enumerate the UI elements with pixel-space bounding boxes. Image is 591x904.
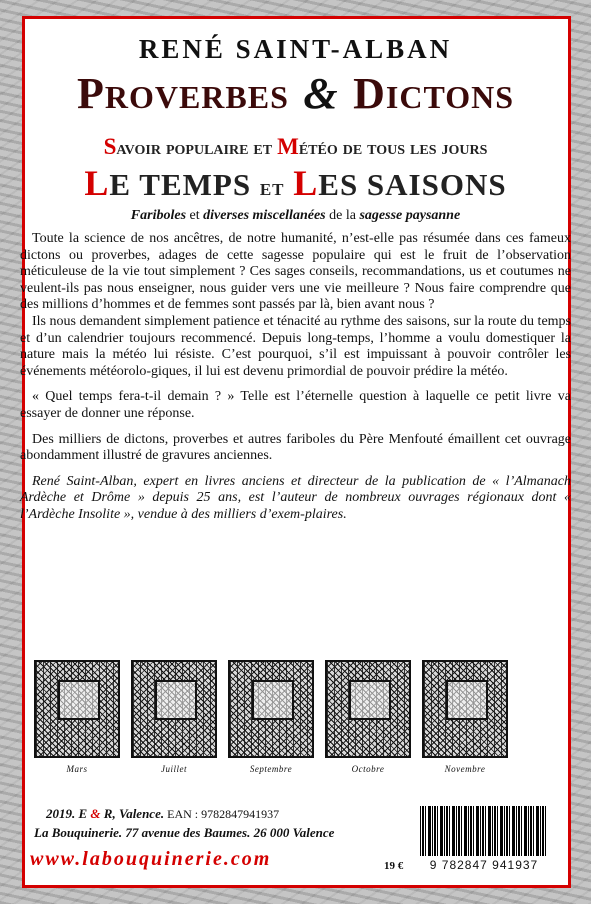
engraving-gallery [34, 660, 557, 782]
ean-code: EAN : 9782847941937 [164, 807, 280, 821]
engraving-image [422, 660, 508, 758]
engraving-card [325, 660, 411, 782]
book-subtitle: Savoir populaire et Météo de tous les jours [103, 134, 488, 159]
engraving-image [325, 660, 411, 758]
barcode-bars [420, 806, 548, 856]
engraving-caption: Septembre [249, 764, 293, 774]
barcode-digits: 9 782847 941937 [429, 858, 539, 872]
publisher-url[interactable]: www.labouquinerie.com [30, 848, 272, 870]
tagline: Fariboles et diverses miscellanées de la sagesse paysanne [130, 208, 461, 223]
author-name: RENÉ SAINT-ALBAN [138, 34, 453, 64]
paragraph: Des milliers de dictons, proverbes et autres fariboles du Père Menfouté émaillent cet ouvrage abondamment illustré de gravures anciennes. [20, 431, 571, 464]
isbn-barcode [414, 804, 554, 874]
publisher-address: La Bouquinerie. 77 avenue des Baumes. 26 000 Valence [34, 825, 335, 840]
author-bio: René Saint-Alban, expert en livres anciens et directeur de la publication de « l’Almanach Ardèche et Drôme » depuis 25 ans, est l’auteur de nombreux ouvrages régionaux dont « l’Ardèche Insolite », vendue à des milliers d’exem-plaires. [20, 473, 571, 522]
price-label: 19 € [384, 860, 404, 872]
engraving-card [228, 660, 314, 782]
paragraph: « Quel temps fera-t-il demain ? » Telle est l’éternelle question à laquelle ce petit livre va essayer de donner une réponse. [20, 389, 571, 421]
paragraph: Toute la science de nos ancêtres, de notre humanité, n’est-elle pas résumée dans ces fameux dictons ou proverbes, adages de cette sagesse populaire qui est le fruit de l’observation méticuleuse de la vie tout simplement ? Ces sages conseils, recommandations, us et coutumes ne veulent-ils pas nous enseigner, nous guider vers une vie meilleure ? Nous faire comprendre que des millions d’hommes et de femmes sont passés par là, bien avant nous ? [20, 231, 571, 313]
engraving-image [228, 660, 314, 758]
book-title: PROVERBES & DICTONS [76, 69, 515, 118]
blurb-text [20, 231, 571, 524]
engraving-image [131, 660, 217, 758]
engraving-image [34, 660, 120, 758]
ampersand: & [303, 69, 339, 118]
engraving-caption: Mars [66, 764, 88, 774]
engraving-card [34, 660, 120, 782]
engraving-caption: Octobre [351, 764, 385, 774]
book-headline: LE TEMPS et LES SAISONS [84, 163, 507, 203]
engraving-caption: Juillet [161, 764, 187, 774]
engraving-caption: Novembre [444, 764, 486, 774]
engraving-card [131, 660, 217, 782]
paragraph: Ils nous demandent simplement patience et ténacité au rythme des saisons, sur la route du temps et d’un calendrier toujours recommencé. Depuis long-temps, l’homme a voulu domestiquer la nature mais la météo lui résiste. C’est pourquoi, s’il est impuissant à pouvoir contrôler les événements météorolo-giques, il lui est devenu primordial de pouvoir prédire la météo. [20, 313, 571, 379]
engraving-card [422, 660, 508, 782]
imprint-line: 2019. E & R, Valence. EAN : 9782847941937 [46, 806, 280, 821]
